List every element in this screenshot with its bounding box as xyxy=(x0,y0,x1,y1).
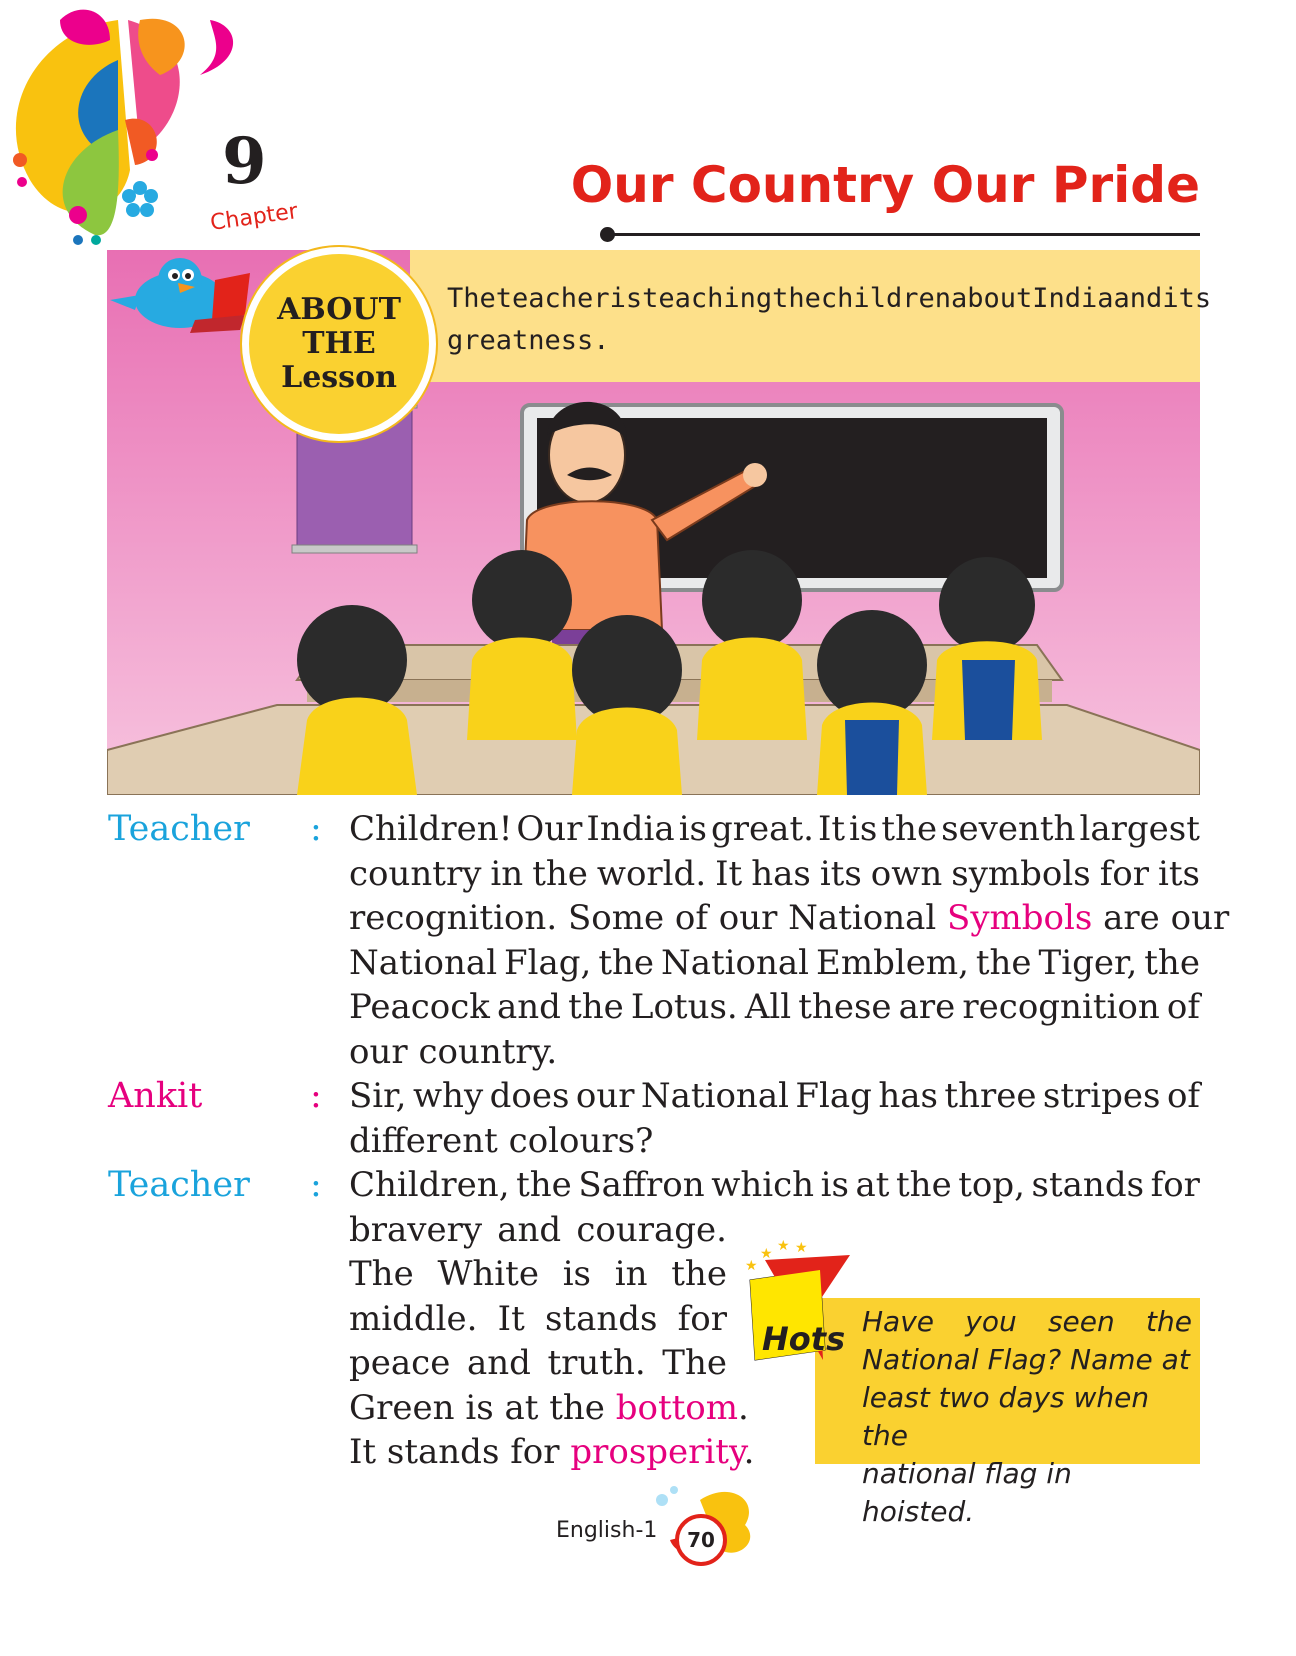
about-lesson-text xyxy=(447,278,1212,362)
about-lesson-badge xyxy=(242,247,436,441)
about-badge-line-1: ABOUT xyxy=(277,292,401,327)
dialogue-line: It stands for prosperity. xyxy=(349,1432,755,1472)
about-text-line-1: The teacher is teaching the children about India and its xyxy=(447,283,1212,314)
dialogue-line: our country. xyxy=(349,1031,558,1072)
speaker-ankit: Ankit xyxy=(108,1076,203,1116)
footer-book-title: English-1 xyxy=(556,1518,658,1543)
about-badge-line-3: Lesson xyxy=(281,360,397,395)
hots-label: Hots xyxy=(762,1320,846,1358)
dialogue-line: Children! Our India is great. It is the seventh largest xyxy=(349,809,1200,849)
highlight-word: prosperity xyxy=(570,1432,744,1472)
title-rule xyxy=(605,233,1200,236)
highlight-word: bottom xyxy=(615,1387,739,1428)
dialogue-line: recognition. Some of our National Symbols are our xyxy=(349,898,1230,938)
dialogue-line: National Flag, the National Emblem, the Tiger, the xyxy=(349,942,1200,983)
dialogue-turn-1 xyxy=(349,807,1230,1074)
svg-text:★: ★ xyxy=(795,1240,808,1256)
about-text-line-2: greatness. xyxy=(447,325,610,356)
svg-text:★: ★ xyxy=(760,1246,773,1262)
speaker-colon: : xyxy=(310,1165,322,1205)
dialogue-line: middle. It stands for xyxy=(349,1298,727,1339)
svg-text:★: ★ xyxy=(777,1240,790,1254)
highlight-word: Symbols xyxy=(947,898,1093,938)
dialogue-line: peace and truth. The xyxy=(349,1343,727,1383)
dialogue-line: country in the world. It has its own symbols for its xyxy=(349,853,1200,894)
hots-question: Have you seen the National Flag? Name at least two days when the national flag in hoisted. xyxy=(862,1305,1192,1528)
dialogue-turn-2 xyxy=(349,1074,1200,1163)
chapter-number: 9 xyxy=(222,124,267,199)
dialogue-line: Sir, why does our National Flag has three stripes of xyxy=(349,1076,1200,1116)
about-badge-line-2: THE xyxy=(302,326,376,361)
speaker-teacher: Teacher xyxy=(108,809,250,849)
chapter-label: Chapter xyxy=(208,199,300,236)
speaker-teacher: Teacher xyxy=(108,1165,250,1205)
dialogue-line: Children, the Saffron which is at the top, stands for xyxy=(349,1165,1200,1205)
dialogue-line: The White is in the xyxy=(349,1254,727,1294)
page-number: 70 xyxy=(675,1514,727,1566)
page-title: Our Country Our Pride xyxy=(570,156,1200,214)
dialogue-line: Peacock and the Lotus. All these are recognition of xyxy=(349,987,1200,1027)
bird-laptop-icon xyxy=(100,255,260,345)
dialogue-line: bravery and courage. xyxy=(349,1209,727,1250)
speaker-colon: : xyxy=(310,809,322,849)
dialogue-line: Green is at the bottom. xyxy=(349,1387,749,1428)
svg-text:★: ★ xyxy=(745,1258,758,1274)
speaker-colon: : xyxy=(310,1076,322,1116)
dialogue-line: different colours? xyxy=(349,1120,654,1161)
